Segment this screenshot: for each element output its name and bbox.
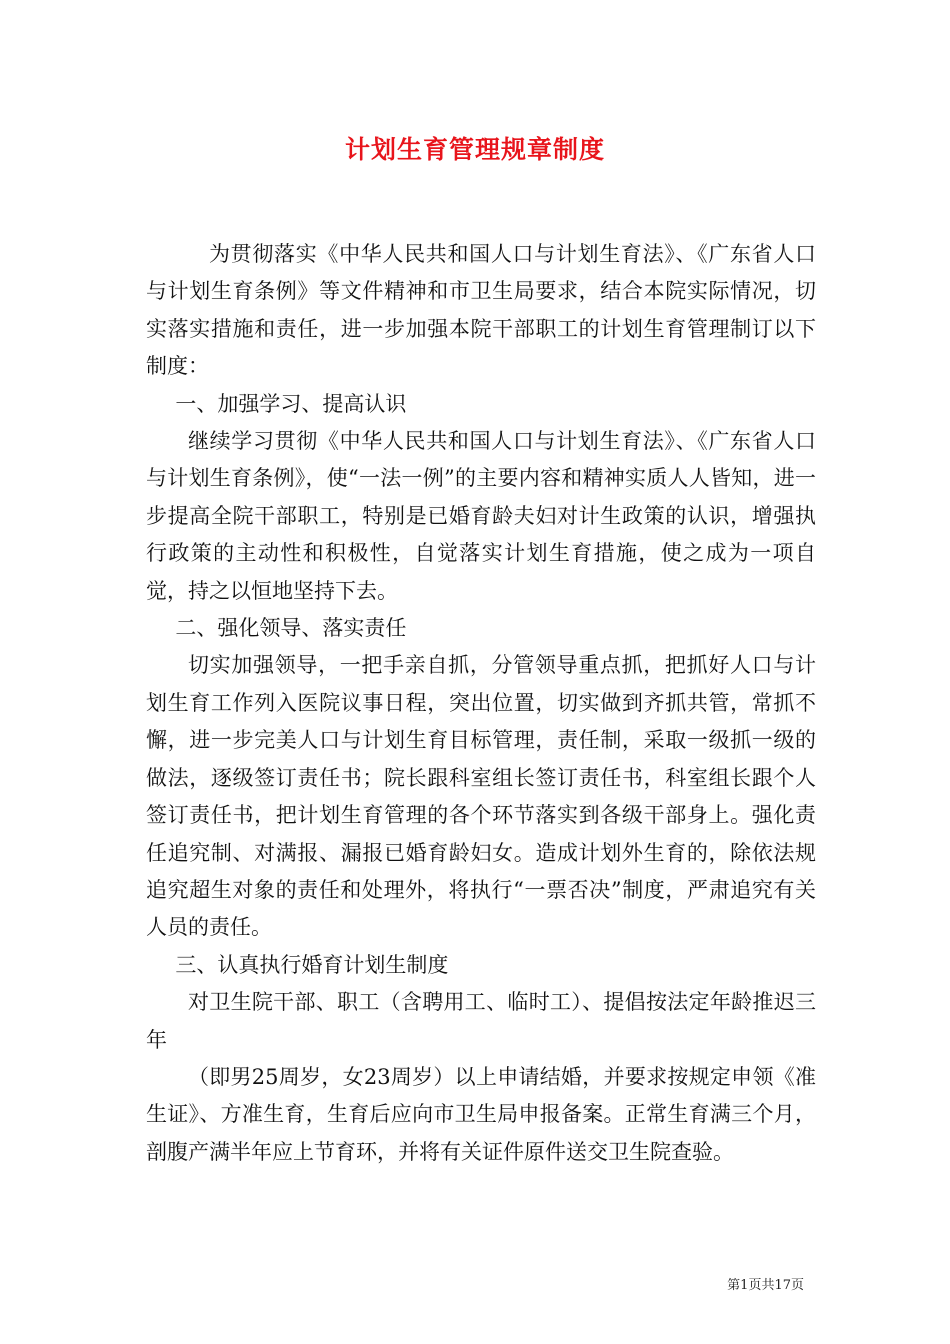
section-paragraph-3a: 对卫生院干部、职工（含聘用工、临时工）、提倡按法定年龄推迟三年 [146, 990, 816, 1052]
section-heading-3: 三、认真执行婚育计划生制度 [175, 952, 449, 977]
document-title: 计划生育管理规章制度 [344, 135, 605, 164]
document-body [146, 236, 816, 1171]
intro-paragraph: 为贯彻落实《中华人民共和国人口与计划生育法》、《广东省人口与计划生育条例》等文件精神和市卫生局要求，结合本院实际情况，切实落实措施和责任，进一步加强本院干部职工的计划生育管理制订以下制度： [146, 242, 816, 379]
page-number: 第1页共17页 [727, 1278, 804, 1293]
section-paragraph-3b: （即男25周岁，女23周岁）以上申请结婚，并要求按规定申领《准生证》、方准生育，生育后应向市卫生局申报备案。正常生育满三个月，剖腹产满半年应上节育环，并将有关证件原件送交卫生院查验。 [146, 1064, 816, 1164]
section-heading-1: 一、加强学习、提高认识 [175, 391, 407, 416]
section-heading-2: 二、强化领导、落实责任 [175, 616, 407, 641]
section-paragraph-2: 切实加强领导，一把手亲自抓，分管领导重点抓，把抓好人口与计划生育工作列入医院议事日程，突出位置，切实做到齐抓共管，常抓不懈，进一步完美人口与计划生育目标管理，责任制，采取一级抓一级的做法，逐级签订责任书；院长跟科室组长签订责任书，科室组长跟个人签订责任书，把计划生育管理的各个环节落实到各级干部身上。强化责任追究制、对满报、漏报已婚育龄妇女。造成计划外生育的，除依法规追究超生对象的责任和处理外，将执行“一票否决”制度，严肃追究有关人员的责任。 [146, 653, 816, 940]
section-paragraph-1: 继续学习贯彻《中华人民共和国人口与计划生育法》、《广东省人口与计划生育条例》，使“一法一例”的主要内容和精神实质人人皆知，进一步提高全院干部职工，特别是已婚育龄夫妇对计生政策的认识，增强执行政策的主动性和积极性，自觉落实计划生育措施，使之成为一项自觉，持之以恒地坚持下去。 [146, 429, 816, 603]
